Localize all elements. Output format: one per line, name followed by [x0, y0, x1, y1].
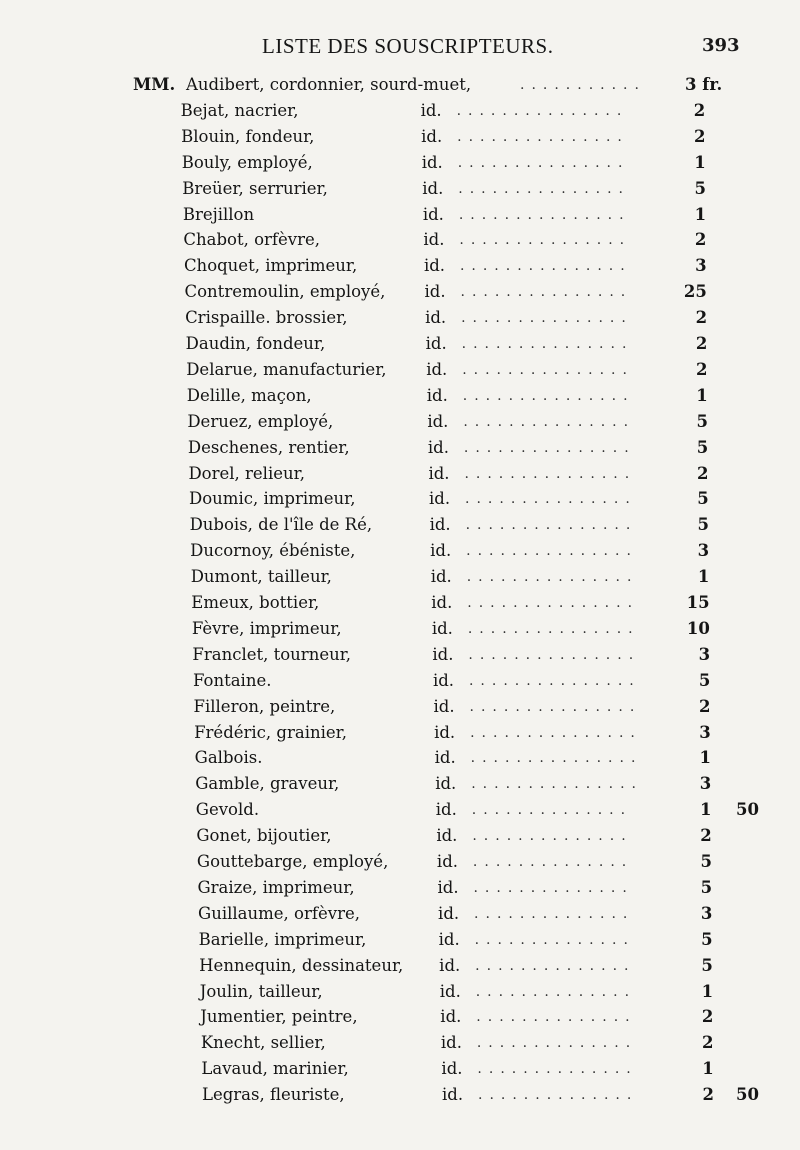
- dot-leader: ..............: [476, 1035, 638, 1052]
- entry-prefix: MM.: [133, 75, 176, 94]
- dot-leader: ...............: [458, 206, 631, 223]
- idem-mark: id.: [426, 359, 448, 379]
- subscriber-name: Ducornoy, ébéniste,: [190, 541, 356, 561]
- dot-leader: ...............: [464, 465, 637, 482]
- idem-mark: id.: [421, 152, 443, 172]
- subscriber-name: Brejillon: [182, 204, 255, 224]
- dot-leader: ...............: [459, 258, 632, 275]
- idem-mark: id.: [432, 644, 454, 664]
- subscription-cents: 50: [736, 800, 759, 820]
- idem-mark: id.: [422, 178, 444, 198]
- dot-leader: ..............: [474, 931, 635, 948]
- list-item: [0, 1030, 800, 1056]
- idem-mark: id.: [425, 308, 447, 328]
- list-item: [0, 253, 800, 279]
- list-item: [0, 564, 800, 590]
- subscriber-name: Doumic, imprimeur,: [189, 489, 356, 509]
- subscription-amount: 5: [696, 411, 708, 431]
- dot-leader: ...............: [467, 620, 640, 637]
- dot-leader: ...............: [456, 102, 629, 119]
- dot-leader: ...............: [468, 646, 641, 663]
- subscription-amount: 2: [702, 1033, 714, 1053]
- list-item: [0, 1056, 800, 1082]
- list-item: [0, 616, 800, 642]
- subscription-amount: 3 fr.: [685, 75, 723, 94]
- idem-mark: id.: [431, 618, 453, 638]
- dot-leader: ...............: [457, 154, 630, 171]
- subscriber-name: Daudin, fondeur,: [185, 334, 326, 353]
- list-item: [0, 901, 800, 927]
- subscriber-name: Breüer, serrurier,: [182, 178, 328, 198]
- idem-mark: id.: [434, 722, 456, 742]
- list-item: [0, 538, 800, 564]
- subscription-amount: 1: [696, 385, 708, 405]
- idem-mark: id.: [430, 541, 452, 561]
- dot-leader: ...............: [458, 180, 631, 197]
- subscriber-name: Hennequin, dessinateur,: [199, 955, 404, 975]
- dot-leader: ..............: [475, 957, 636, 974]
- list-item: [0, 590, 800, 616]
- list-item: [0, 694, 800, 720]
- idem-mark: id.: [434, 748, 456, 768]
- list-item: [0, 98, 800, 124]
- idem-mark: id.: [427, 411, 449, 431]
- subscriber-name: Emeux, bottier,: [191, 593, 320, 612]
- subscription-amount: 25: [683, 282, 707, 302]
- idem-mark: id.: [426, 385, 448, 405]
- idem-mark: id.: [428, 463, 450, 483]
- dot-leader: ...............: [465, 517, 638, 534]
- subscription-amount: 2: [702, 1085, 714, 1105]
- subscription-amount: 1: [699, 748, 711, 768]
- subscription-amount: 3: [700, 903, 713, 923]
- idem-mark: id.: [436, 852, 459, 871]
- page-number: 393: [702, 35, 740, 56]
- list-item: [0, 383, 800, 409]
- subscription-amount: 2: [696, 463, 709, 483]
- page-title: LISTE DES SOUSCRIPTEURS.: [262, 34, 554, 58]
- subscription-amount: 2: [693, 100, 706, 120]
- page-header: [0, 30, 800, 62]
- dot-leader: ..............: [474, 905, 635, 922]
- subscription-amount: 2: [695, 334, 708, 353]
- list-item: [0, 124, 800, 150]
- list-item: [0, 512, 800, 538]
- dot-leader: ...............: [461, 310, 633, 327]
- list-item: [0, 305, 800, 331]
- subscriber-name: Bejat, nacrier,: [180, 100, 299, 120]
- dot-leader: ...............: [465, 491, 637, 508]
- dot-leader: ..............: [472, 828, 633, 845]
- subscriber-name: Knecht, sellier,: [200, 1033, 326, 1053]
- subscriber-name: Franclet, tourneur,: [192, 644, 352, 664]
- subscription-amount: 2: [695, 308, 708, 328]
- subscriber-name: Frédéric, grainier,: [194, 722, 347, 742]
- dot-leader: ...............: [470, 750, 643, 767]
- subscription-amount: 3: [697, 541, 710, 561]
- subscriber-name: Lavaud, marinier,: [201, 1059, 349, 1079]
- dot-leader: ..............: [476, 1009, 637, 1026]
- list-item: [0, 668, 800, 694]
- subscription-amount: 1: [699, 800, 712, 820]
- subscription-amount: 3: [698, 644, 711, 664]
- subscription-amount: 5: [697, 515, 709, 535]
- list-item: [0, 1082, 800, 1108]
- idem-mark: id.: [440, 1033, 462, 1053]
- dot-leader: ...............: [462, 387, 635, 404]
- list-item: [0, 357, 800, 383]
- dot-leader: ...............: [463, 413, 636, 430]
- subscriber-name: Gevold.: [195, 800, 260, 820]
- idem-mark: id.: [423, 256, 446, 276]
- subscription-amount: 1: [702, 1059, 714, 1079]
- list-item: [0, 409, 800, 435]
- subscription-amount: 3: [699, 774, 712, 794]
- subscription-amount: 1: [697, 567, 710, 587]
- subscription-amount: 10: [686, 618, 710, 638]
- subscriber-name: Joulin, tailleur,: [199, 981, 323, 1001]
- subscriber-name: Bouly, employé,: [181, 152, 313, 172]
- subscriber-name: Jumentier, peintre,: [200, 1007, 358, 1027]
- idem-mark: id.: [430, 567, 452, 587]
- dot-leader: ...............: [461, 336, 634, 352]
- dot-leader: ...............: [469, 698, 642, 715]
- dot-leader: ...............: [466, 569, 639, 586]
- list-item: [0, 797, 800, 823]
- dot-leader: ...............: [467, 595, 640, 611]
- subscriber-name: Barielle, imprimeur,: [198, 929, 367, 949]
- subscriber-name: Chabot, orfèvre,: [183, 230, 320, 250]
- subscription-amount: 1: [701, 981, 714, 1001]
- idem-mark: id.: [422, 204, 444, 224]
- idem-mark: id.: [437, 877, 459, 897]
- subscriber-name: Gouttebarge, employé,: [196, 852, 389, 871]
- dot-leader: ..............: [472, 854, 634, 870]
- dot-leader: ...............: [462, 361, 634, 378]
- list-item: [0, 979, 800, 1005]
- subscriber-name: Fèvre, imprimeur,: [191, 618, 342, 638]
- idem-mark: id.: [427, 437, 449, 457]
- subscriber-name: Legras, fleuriste,: [202, 1085, 345, 1105]
- dot-leader: ..............: [477, 1061, 638, 1078]
- subscription-amount: 2: [696, 359, 708, 379]
- subscription-amount: 15: [686, 593, 710, 612]
- idem-mark: id.: [435, 800, 457, 820]
- subscriber-name: Graize, imprimeur,: [197, 877, 355, 897]
- idem-mark: id.: [425, 334, 447, 353]
- subscription-amount: 1: [694, 204, 707, 224]
- subscriber-name: Dubois, de l'île de Ré,: [189, 515, 373, 535]
- idem-mark: id.: [439, 955, 461, 975]
- subscriber-name: Choquet, imprimeur,: [183, 256, 358, 276]
- subscription-amount: 5: [701, 955, 713, 975]
- idem-mark: id.: [420, 100, 442, 120]
- subscriber-name: Audibert, cordonnier, sourd-muet,: [186, 75, 472, 94]
- dot-leader: ..............: [471, 802, 633, 819]
- list-item: [0, 461, 800, 487]
- subscription-amount: 2: [693, 126, 706, 146]
- subscription-amount: 3: [695, 256, 707, 276]
- idem-mark: id.: [429, 515, 451, 535]
- dot-leader: ..............: [475, 983, 637, 1000]
- idem-mark: id.: [436, 826, 458, 846]
- subscriber-name: Contremoulin, employé,: [184, 282, 386, 302]
- subscriber-name: Gamble, graveur,: [195, 774, 340, 794]
- subscription-amount: 5: [700, 877, 713, 897]
- list-item: [0, 849, 800, 875]
- list-item: [0, 875, 800, 901]
- idem-mark: id.: [439, 981, 461, 1001]
- idem-mark: id.: [423, 230, 445, 250]
- idem-mark: id.: [424, 282, 446, 302]
- list-item: [0, 720, 800, 746]
- list-item: [0, 279, 800, 305]
- subscriber-name: Deschenes, rentier,: [187, 437, 350, 457]
- dot-leader: ..............: [473, 879, 634, 896]
- subscriber-name: Crispaille. brossier,: [185, 308, 348, 328]
- subscription-amount: 3: [699, 722, 711, 742]
- list-item: [0, 176, 800, 202]
- subscription-amount: 5: [697, 489, 709, 509]
- subscriber-name: Blouin, fondeur,: [181, 126, 315, 146]
- dot-leader: ...............: [466, 543, 638, 560]
- idem-mark: id.: [431, 593, 453, 612]
- subscriber-name: Dorel, relieur,: [188, 463, 305, 483]
- idem-mark: id.: [438, 929, 460, 949]
- list-item: [0, 227, 800, 253]
- list-item: [0, 331, 800, 357]
- subscription-amount: 2: [701, 1007, 714, 1027]
- dot-leader: ...............: [471, 776, 643, 793]
- subscriber-name: Gonet, bijoutier,: [196, 826, 332, 846]
- list-item: [0, 1004, 800, 1030]
- list-item: [0, 202, 800, 228]
- idem-mark: id.: [433, 696, 455, 716]
- subscriber-name: Deruez, employé,: [187, 411, 334, 431]
- idem-mark: id.: [442, 1085, 464, 1105]
- subscriber-name: Filleron, peintre,: [193, 696, 336, 716]
- dot-leader: ...............: [470, 724, 642, 741]
- subscription-cents: 50: [736, 1085, 759, 1105]
- subscription-amount: 2: [700, 826, 712, 846]
- dot-leader: ...............: [459, 232, 632, 249]
- list-item: [0, 823, 800, 849]
- subscriber-name: Delarue, manufacturier,: [186, 359, 387, 379]
- subscriber-name: Galbois.: [194, 748, 263, 768]
- list-item: [0, 771, 800, 797]
- subscriber-name: Dumont, tailleur,: [190, 567, 332, 587]
- list-item: [0, 150, 800, 176]
- subscriber-name: Fontaine.: [192, 670, 272, 690]
- list-item: [0, 745, 800, 771]
- idem-mark: id.: [438, 903, 460, 923]
- subscription-amount: 2: [699, 696, 711, 716]
- idem-mark: id.: [440, 1007, 462, 1027]
- idem-mark: id.: [441, 1059, 463, 1079]
- dot-leader: ...............: [460, 284, 633, 301]
- dot-leader: ...............: [457, 128, 629, 145]
- list-item: [0, 435, 800, 461]
- subscription-amount: 5: [700, 852, 712, 871]
- dot-leader: ..............: [478, 1087, 639, 1104]
- list-item: [0, 953, 800, 979]
- dot-leader: ...............: [468, 672, 641, 689]
- subscription-amount: 5: [694, 178, 706, 198]
- subscription-amount: 5: [696, 437, 709, 457]
- subscriber-name: Delille, maçon,: [186, 385, 312, 405]
- subscription-amount: 5: [698, 670, 711, 690]
- subscriber-name: Guillaume, orfèvre,: [198, 903, 360, 923]
- list-item: [0, 642, 800, 668]
- list-item: [0, 927, 800, 953]
- idem-mark: id.: [432, 670, 455, 690]
- idem-mark: id.: [435, 774, 457, 794]
- subscription-amount: 1: [694, 152, 706, 172]
- dot-leader: ...............: [463, 439, 636, 456]
- subscription-amount: 5: [701, 929, 713, 949]
- list-item: [0, 486, 800, 512]
- list-item: [0, 72, 800, 98]
- idem-mark: id.: [429, 489, 451, 509]
- subscription-amount: 2: [694, 230, 707, 250]
- idem-mark: id.: [421, 126, 443, 146]
- dot-leader: ...........: [520, 77, 646, 93]
